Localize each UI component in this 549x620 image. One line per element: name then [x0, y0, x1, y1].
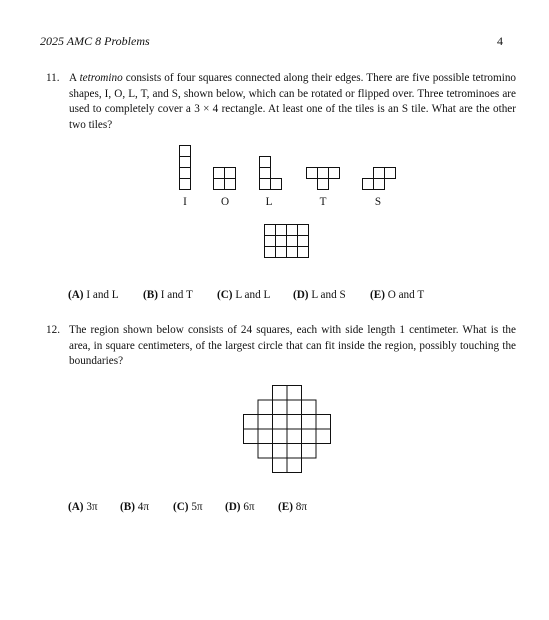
choice-D[interactable]: (D) L and S	[293, 289, 346, 301]
choice-A[interactable]: (A) I and L	[68, 289, 119, 301]
page-header-title: 2025 AMC 8 Problems	[40, 34, 150, 48]
tile-T-figure	[306, 167, 343, 193]
choice-A[interactable]: (A) 3π	[68, 501, 98, 513]
tile-O-figure	[213, 167, 239, 193]
tile-label-L: L	[265, 196, 273, 208]
problem-12	[46, 323, 516, 370]
tile-label-O: O	[220, 196, 230, 208]
tile-label-I: I	[183, 196, 187, 208]
choice-E[interactable]: (E) 8π	[278, 501, 307, 513]
problem-text: A tetromino consists of four squares connected along their edges. There are five possible tetromino shapes, I, O, L, T, and S, shown below, which can be rotated or flipped over. Three tetrominoes are used to completely cover a 3 × 4 rectangle. At least one of the tiles is an S tile. What are the other two tiles?	[69, 72, 517, 131]
page-number: 4	[497, 34, 503, 48]
choice-B[interactable]: (B) I and T	[143, 289, 193, 301]
choice-C[interactable]: (C) 5π	[173, 501, 203, 513]
problem-number: 11.	[46, 72, 60, 84]
region-24-squares-figure	[243, 385, 335, 477]
choice-E[interactable]: (E) O and T	[370, 289, 425, 301]
tile-label-T: T	[319, 196, 327, 208]
choice-C[interactable]: (C) L and L	[217, 289, 271, 301]
choice-D[interactable]: (D) 6π	[225, 501, 255, 513]
problem-text: The region shown below consists of 24 squares, each with side length 1 centimeter. What is the area, in square centimeters, of the largest circle that can fit inside the region, possibly touching the boundaries?	[69, 324, 516, 368]
rectangle-3x4-figure	[264, 224, 312, 261]
tile-I-figure	[179, 145, 193, 193]
tile-L-figure	[259, 156, 285, 193]
choice-B[interactable]: (B) 4π	[120, 501, 149, 513]
problem-number: 12.	[46, 324, 60, 336]
term-tetromino: tetromino	[79, 72, 123, 84]
tile-label-S: S	[374, 196, 382, 208]
problem-11	[46, 71, 516, 133]
tile-S-figure	[362, 167, 399, 193]
